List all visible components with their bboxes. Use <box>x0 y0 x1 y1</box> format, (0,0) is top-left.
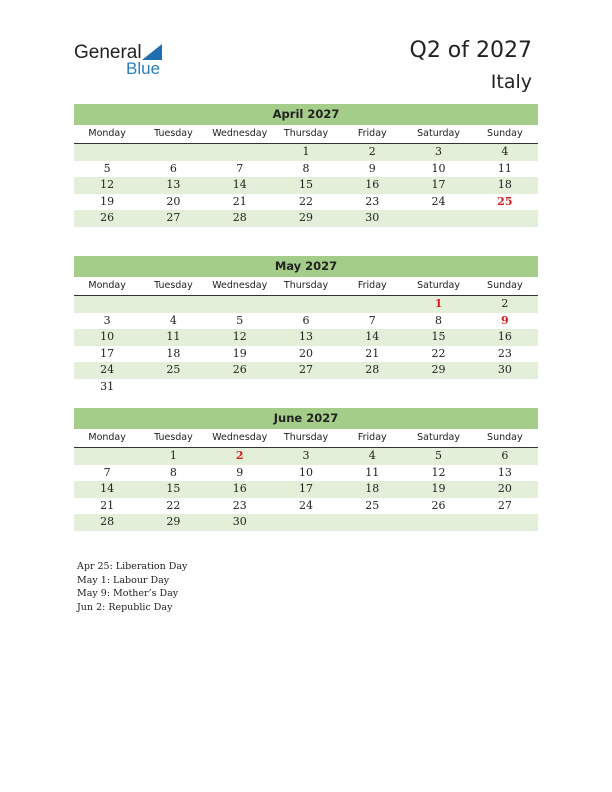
holiday-notes <box>77 560 187 614</box>
day-cell <box>273 514 339 531</box>
day-cell: 17 <box>298 482 313 495</box>
day-cell: 5 <box>103 161 111 175</box>
logo-general-text: General <box>74 42 142 63</box>
day-cell: 16 <box>232 482 247 495</box>
day-cell: 1 <box>302 145 310 158</box>
day-cell: 8 <box>169 465 177 479</box>
day-cell: 3 <box>302 449 310 462</box>
holiday-day-cell: 9 <box>501 313 509 327</box>
day-cell: 30 <box>497 363 512 376</box>
week-row <box>74 448 538 465</box>
day-cell: 25 <box>365 498 380 512</box>
weekday-label: Saturday <box>417 432 460 443</box>
weekday-label: Thursday <box>283 280 329 291</box>
day-cell: 14 <box>365 330 380 343</box>
weekday-label: Monday <box>88 432 126 443</box>
weekday-label: Monday <box>88 280 126 291</box>
day-cell: 11 <box>166 330 181 343</box>
day-cell: 23 <box>232 498 247 512</box>
day-cell: 22 <box>166 498 181 512</box>
day-cell: 30 <box>232 515 247 528</box>
day-cell <box>74 448 140 465</box>
holiday-note: May 9: Mother’s Day <box>77 588 179 599</box>
day-cell: 12 <box>431 465 446 479</box>
day-cell: 20 <box>166 194 181 208</box>
day-cell: 22 <box>298 194 313 208</box>
day-cell <box>140 296 206 313</box>
week-row <box>74 379 538 396</box>
weekday-label: Friday <box>357 280 387 291</box>
weekday-label: Sunday <box>487 128 523 139</box>
day-cell: 28 <box>365 363 380 376</box>
day-cell: 11 <box>365 465 380 479</box>
day-cell: 10 <box>100 330 115 343</box>
day-cell: 5 <box>236 313 244 327</box>
logo-triangle-icon <box>142 44 162 60</box>
weekday-label: Saturday <box>417 128 460 139</box>
week-row <box>74 313 538 330</box>
week-row <box>74 329 538 346</box>
holiday-day-cell: 1 <box>434 297 443 310</box>
day-cell: 12 <box>232 330 247 343</box>
day-cell: 6 <box>169 161 177 175</box>
day-cell <box>472 514 538 531</box>
week-row <box>74 346 538 363</box>
page-title: Q2 of 2027 <box>409 38 532 63</box>
day-cell: 27 <box>497 498 512 512</box>
weekday-label: Thursday <box>283 432 329 443</box>
day-cell: 24 <box>298 498 313 512</box>
day-cell: 13 <box>497 465 512 479</box>
logo-blue-text: Blue <box>126 59 161 78</box>
day-cell: 5 <box>435 449 443 462</box>
day-cell: 26 <box>100 211 115 224</box>
day-cell: 16 <box>497 330 512 343</box>
day-cell: 8 <box>302 161 310 175</box>
week-row <box>74 465 538 482</box>
day-cell <box>339 514 405 531</box>
day-cell: 7 <box>103 465 111 479</box>
day-cell: 10 <box>431 161 446 175</box>
week-row <box>74 481 538 498</box>
day-cell: 29 <box>431 363 446 376</box>
day-cell <box>74 296 140 313</box>
holiday-note: May 1: Labour Day <box>77 574 170 586</box>
day-cell: 17 <box>100 346 115 360</box>
day-cell <box>405 210 471 227</box>
day-cell: 6 <box>501 449 509 462</box>
day-cell: 19 <box>232 346 247 360</box>
week-row <box>74 144 538 161</box>
day-cell: 4 <box>368 449 376 462</box>
day-cell: 15 <box>431 330 446 343</box>
day-cell <box>140 379 206 396</box>
day-cell: 27 <box>298 363 313 376</box>
weekday-label: Friday <box>357 128 387 139</box>
day-cell <box>207 144 273 161</box>
day-cell: 18 <box>497 178 512 191</box>
weekday-label: Wednesday <box>212 280 268 291</box>
day-cell <box>273 296 339 313</box>
month-title: June 2027 <box>74 408 538 429</box>
holiday-note: Jun 2: Republic Day <box>77 601 173 613</box>
day-cell: 12 <box>100 178 115 191</box>
day-cell: 18 <box>365 482 380 495</box>
day-cell: 24 <box>431 194 446 208</box>
day-cell <box>207 296 273 313</box>
weekday-header-row <box>74 277 538 296</box>
day-cell: 29 <box>298 211 313 224</box>
weekday-header-row <box>74 125 538 144</box>
day-cell: 27 <box>166 211 181 224</box>
day-cell: 16 <box>365 178 380 191</box>
day-cell: 23 <box>365 194 380 208</box>
holiday-day-cell: 2 <box>235 449 244 462</box>
weekday-label: Tuesday <box>154 128 193 139</box>
weekday-label: Wednesday <box>212 128 268 139</box>
day-cell: 13 <box>166 178 181 191</box>
day-cell: 17 <box>431 178 446 191</box>
day-cell: 28 <box>100 515 115 528</box>
day-cell: 25 <box>166 363 181 376</box>
day-cell: 21 <box>100 498 115 512</box>
day-cell: 23 <box>497 346 512 360</box>
day-cell: 26 <box>431 498 446 512</box>
day-cell: 22 <box>431 346 446 360</box>
month-calendar <box>74 104 538 227</box>
day-cell: 31 <box>100 379 115 393</box>
day-cell <box>339 296 405 313</box>
day-cell: 8 <box>435 313 443 327</box>
country-name: Italy <box>490 71 532 93</box>
week-row <box>74 177 538 194</box>
week-row <box>74 194 538 211</box>
weekday-label: Friday <box>357 432 387 443</box>
day-cell: 29 <box>166 515 181 528</box>
week-row <box>74 161 538 178</box>
week-row <box>74 362 538 379</box>
weekday-label: Saturday <box>417 280 460 291</box>
holiday-day-cell: 25 <box>497 194 513 208</box>
day-cell: 15 <box>166 482 181 495</box>
day-cell <box>339 379 405 396</box>
holiday-note: Apr 25: Liberation Day <box>77 561 188 572</box>
day-cell: 11 <box>497 161 512 175</box>
day-cell <box>74 144 140 161</box>
week-row <box>74 498 538 515</box>
day-cell: 19 <box>100 194 115 208</box>
day-cell: 20 <box>298 346 313 360</box>
day-cell <box>405 379 471 396</box>
day-cell <box>405 514 471 531</box>
day-cell: 28 <box>232 211 247 224</box>
weekday-label: Sunday <box>487 432 523 443</box>
weekday-header-row <box>74 429 538 448</box>
day-cell <box>472 379 538 396</box>
day-cell: 9 <box>236 465 244 479</box>
weekday-label: Monday <box>88 128 126 139</box>
day-cell: 20 <box>497 482 512 495</box>
day-cell: 10 <box>298 465 313 479</box>
weekday-label: Sunday <box>487 280 523 291</box>
day-cell: 30 <box>365 211 380 224</box>
day-cell: 21 <box>232 194 247 208</box>
month-calendar <box>74 408 538 531</box>
day-cell: 13 <box>298 330 313 343</box>
day-cell: 2 <box>501 297 509 310</box>
weekday-label: Thursday <box>283 128 329 139</box>
day-cell <box>207 379 273 396</box>
day-cell: 7 <box>236 161 244 175</box>
week-row <box>74 514 538 531</box>
weekday-label: Tuesday <box>154 280 193 291</box>
day-cell: 21 <box>365 346 380 360</box>
day-cell <box>140 144 206 161</box>
day-cell: 3 <box>435 145 443 158</box>
day-cell: 4 <box>501 145 509 158</box>
month-title: May 2027 <box>74 256 538 277</box>
day-cell: 15 <box>298 178 313 191</box>
day-cell: 3 <box>103 313 111 327</box>
weekday-label: Tuesday <box>154 432 193 443</box>
month-calendar <box>74 256 538 395</box>
day-cell: 19 <box>431 482 446 495</box>
day-cell: 24 <box>100 363 115 376</box>
day-cell: 4 <box>169 313 177 327</box>
day-cell: 9 <box>368 161 376 175</box>
week-row <box>74 296 538 313</box>
week-row <box>74 210 538 227</box>
month-title: April 2027 <box>74 104 538 125</box>
day-cell: 7 <box>368 313 376 327</box>
generalblue-logo <box>74 42 184 82</box>
day-cell <box>273 379 339 396</box>
day-cell: 1 <box>169 449 177 462</box>
day-cell: 26 <box>232 363 247 376</box>
weekday-label: Wednesday <box>212 432 268 443</box>
day-cell: 14 <box>100 482 115 495</box>
day-cell: 2 <box>368 145 376 158</box>
day-cell: 18 <box>166 346 181 360</box>
day-cell: 6 <box>302 313 310 327</box>
day-cell <box>472 210 538 227</box>
day-cell: 14 <box>232 178 247 191</box>
